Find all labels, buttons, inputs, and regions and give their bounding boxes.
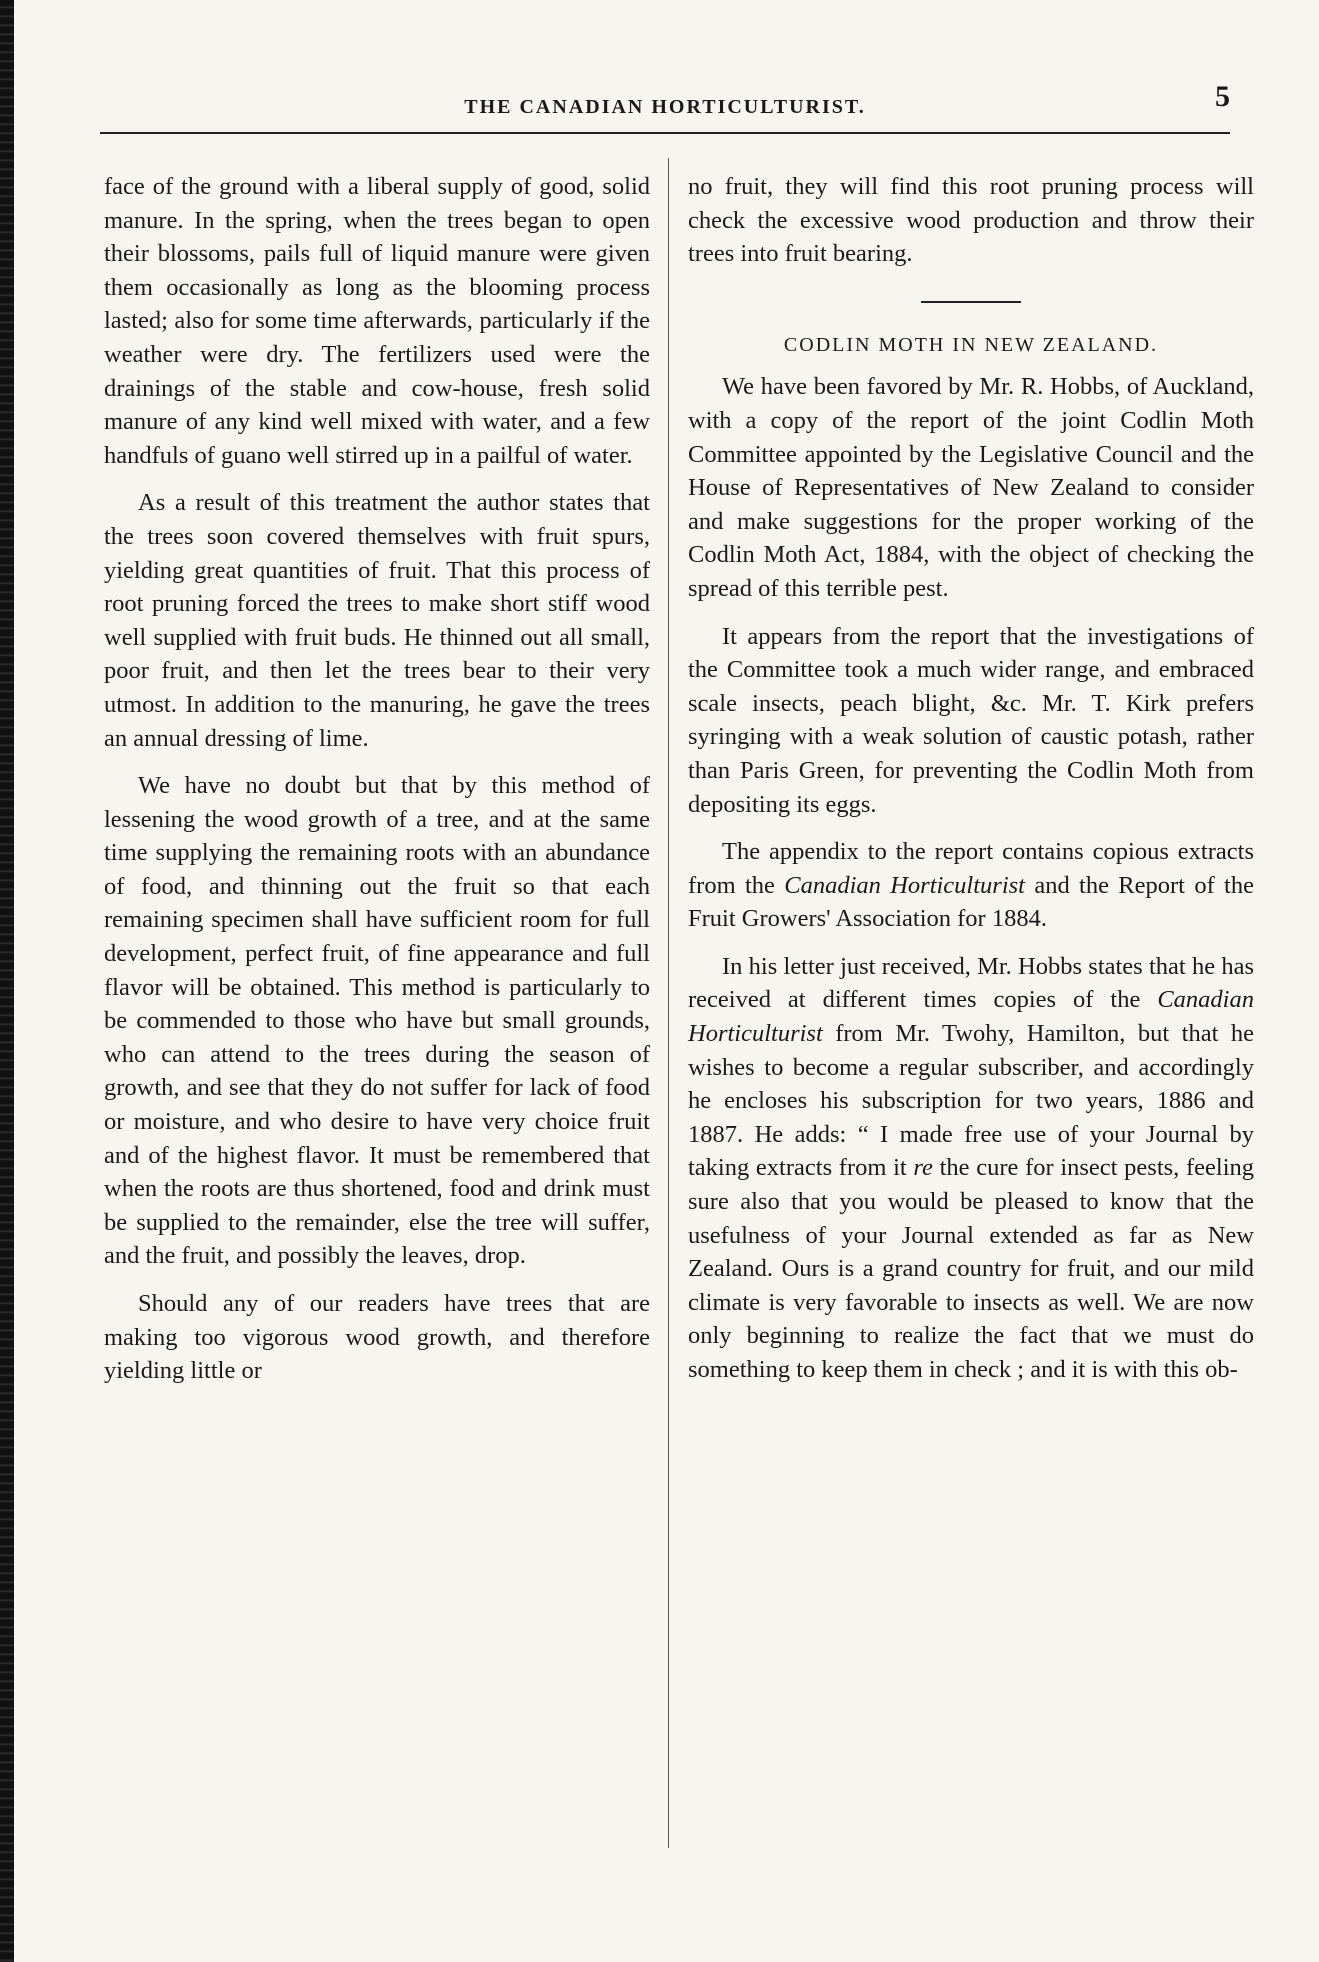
section-title: CODLIN MOTH IN NEW ZEALAND. <box>783 333 1159 356</box>
paragraph: Should any of our readers have trees that are making too vigorous wood growth, and therefore yielding little or <box>104 1290 650 1385</box>
text-run: from Mr. Twohy, Hamilton, but that he wishes to become a regular subscriber, and accordingly he encloses his subscription for two years, 1886 and 1887. He adds: “ I made free use of your Journal by taking extracts from it <box>688 1020 1254 1182</box>
text-run: The appendix to the report contains copious extracts from the <box>688 838 1254 899</box>
paragraph: We have no doubt but that by this method of lessening the wood growth of a tree, and at the same time supplying the remaining roots with an abundance of food, and thinning out the fruit so that each remaining specimen shall have sufficient room for full development, perfect fruit, of fine appearance and full flavor will be obtained. This method is particularly to be commended to those who have but small grounds, who can attend to the trees during the season of growth, and see that they do not suffer for lack of food or moisture, and who desire to have very choice fruit and of the highest flavor. It must be remembered that when the roots are thus shortened, food and drink must be supplied to the remainder, else the tree will suffer, and the fruit, and possibly the leaves, drop. <box>104 772 650 1270</box>
running-title: THE CANADIAN HORTICULTURIST. <box>464 96 866 118</box>
italic-word: re <box>913 1154 933 1182</box>
paragraph: As a result of this treatment the author states that the trees soon covered themselves with fruit spurs, yielding great quantities of fruit. That this process of root pruning forced the trees to make short stiff wood well supplied with fruit buds. He thinned out all small, poor fruit, and then let the trees bear to their very utmost. In addition to the manuring, he gave the trees an annual dressing of lime. <box>104 489 650 752</box>
paragraph: We have been favored by Mr. R. Hobbs, of Auckland, with a copy of the report of the joint Codlin Moth Committee appointed by the Legislative Council and the House of Representatives of New Zealand to consider and make suggestions for the proper working of the Codlin Moth Act, 1884, with the object of checking the spread of this terrible pest. <box>688 373 1254 602</box>
right-column <box>688 170 1254 1401</box>
paragraph: no fruit, they will find this root pruning process will check the excessive wood production and throw their trees into fruit bearing. <box>688 173 1254 268</box>
paragraph: face of the ground with a liberal supply of good, solid manure. In the spring, when the trees began to open their blossoms, pails full of liquid manure were given them occasionally as long as the blooming process lasted; also for some time afterwards, particularly if the weather were dry. The fertilizers used were the drainings of the stable and cow-house, fresh solid manure of any kind well mixed with water, and a few handfuls of guano well stirred up in a pailful of water. <box>104 173 650 469</box>
paragraph: It appears from the report that the investigations of the Committee took a much wider range, and embraced scale insects, peach blight, &c. Mr. T. Kirk prefers syringing with a weak solution of caustic potash, rather than Paris Green, for preventing the Codlin Moth from depositing its eggs. <box>688 622 1254 818</box>
page-number: 5 <box>1215 80 1230 113</box>
italic-title: Canadian Horticulturist <box>688 986 1254 1048</box>
scan-edge-shadow <box>0 0 14 1962</box>
text-run: the cure for insect pests, feeling sure also that you would be pleased to know that the usefulness of your Journal extended as far as New Zealand. Ours is a grand country for fruit, and our mild climate is very favorable to insects as well. We are now only beginning to realize the fact that we must do something to keep them in check ; and it is with this ob- <box>688 1154 1255 1383</box>
paragraph <box>688 835 1254 936</box>
text-run: In his letter just received, Mr. Hobbs states that he has received at different times copies of the <box>688 952 1254 1014</box>
paragraph <box>688 950 1254 1387</box>
text-run: and the Report of the Fruit Growers' Association for 1884. <box>688 871 1254 933</box>
column-divider <box>668 158 669 1848</box>
italic-title: Canadian Horticulturist <box>784 871 1025 899</box>
section-divider <box>921 301 1021 303</box>
header-rule <box>100 132 1230 134</box>
page-header <box>100 80 1230 136</box>
left-column <box>104 170 650 1402</box>
